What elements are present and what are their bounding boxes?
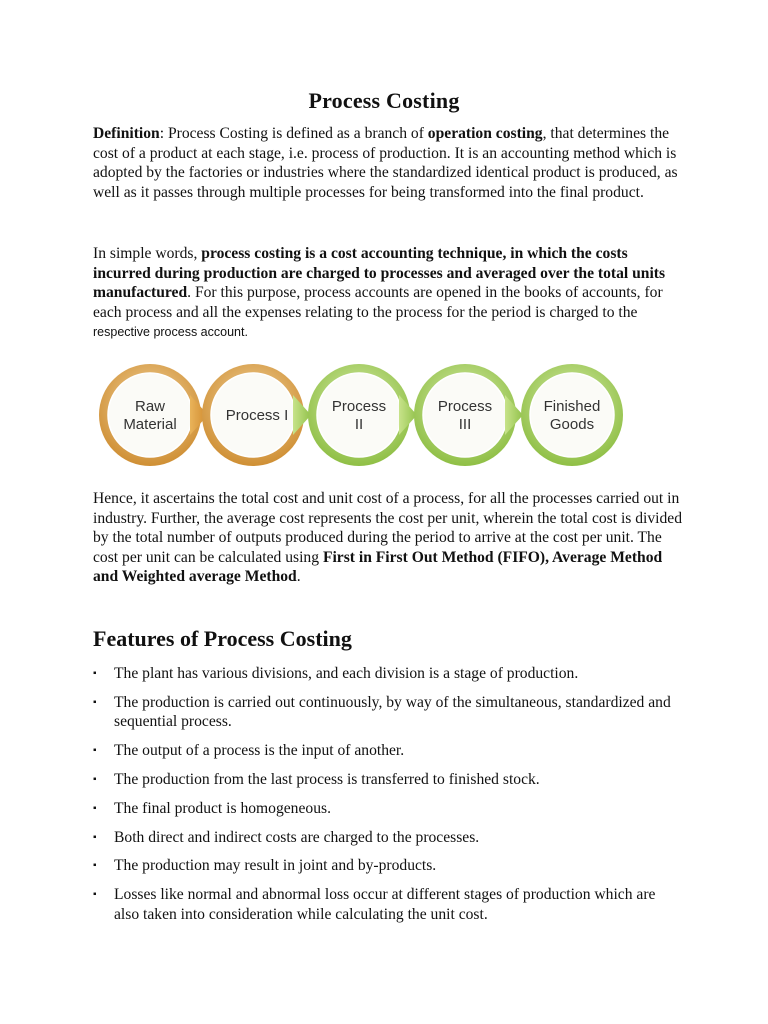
list-item-text: The final product is homogeneous. bbox=[114, 799, 331, 817]
definition-text-2: , that determines the cost of a product at each stage, i.e. process of production. It is an accounting method which is adopted by the factories or industries where the standardized identical product is produced, as well as it passes through multiple processes for being transformed into the final product. bbox=[93, 125, 678, 201]
flow-stage bbox=[308, 364, 410, 466]
bullet-icon: ▪ bbox=[93, 745, 97, 757]
list-item-text: The plant has various divisions, and each division is a stage of production. bbox=[114, 665, 579, 682]
page-title: Process Costing bbox=[308, 88, 460, 113]
stage-label-line1: Process bbox=[437, 398, 493, 415]
list-item-text: The production from the last process is transferred to finished stock. bbox=[114, 770, 540, 788]
flow-stage bbox=[99, 364, 201, 466]
simple-words-paragraph bbox=[93, 244, 683, 343]
list-item-text: The production may result in joint and by-products. bbox=[114, 857, 437, 875]
flow-stage bbox=[414, 364, 516, 466]
list-item bbox=[93, 664, 683, 684]
bullet-icon: ▪ bbox=[93, 773, 97, 785]
definition-bold-term: operation costing bbox=[427, 125, 543, 142]
stage-label-line2: Goods bbox=[549, 416, 595, 433]
definition-paragraph bbox=[93, 124, 683, 202]
stage-core bbox=[108, 373, 192, 457]
list-item-text: Losses like normal and abnormal loss occur at different stages of production which are also taken into consideration while calculating the unit cost. bbox=[114, 886, 656, 923]
stage-core bbox=[423, 373, 507, 457]
stage-core bbox=[530, 373, 614, 457]
hence-text-2: . bbox=[296, 568, 301, 586]
stage-core bbox=[317, 373, 401, 457]
list-item bbox=[93, 693, 683, 732]
simple-text-2: . For this purpose, process accounts are opened in the books of accounts, for each process and all the expenses relating to the process for the period is charged to the bbox=[93, 284, 663, 321]
definition-text-1: : Process Costing is defined as a branch of bbox=[159, 125, 428, 142]
list-item bbox=[93, 828, 683, 848]
bullet-icon: ▪ bbox=[93, 831, 97, 843]
hence-paragraph bbox=[93, 489, 683, 587]
list-item-text: The output of a process is the input of another. bbox=[114, 742, 405, 760]
bullet-icon: ▪ bbox=[93, 860, 97, 872]
definition-label: Definition bbox=[93, 125, 160, 142]
features-heading: Features of Process Costing bbox=[93, 626, 352, 651]
bullet-icon: ▪ bbox=[93, 696, 97, 708]
stage-label: Process I bbox=[225, 407, 289, 424]
list-item-text: The production is carried out continuously, by way of the simultaneous, standardized and sequential process. bbox=[114, 693, 671, 731]
hence-bold-methods: First in First Out Method (FIFO), Average Method and Weighted average Method bbox=[93, 548, 663, 586]
list-item bbox=[93, 856, 683, 876]
simple-small-text: respective process account. bbox=[93, 325, 248, 340]
stage-label-line2: Material bbox=[123, 416, 177, 433]
list-item bbox=[93, 799, 683, 819]
simple-text-1: In simple words, bbox=[93, 245, 202, 262]
list-item bbox=[93, 885, 683, 924]
bullet-icon: ▪ bbox=[93, 668, 97, 679]
simple-bold-text: process costing is a cost accounting technique, in which the costs incurred during production are charged to processes and averaged over the total units manufactured bbox=[93, 245, 666, 302]
bullet-icon: ▪ bbox=[93, 802, 97, 814]
stage-label-line2: III bbox=[458, 416, 472, 433]
process-flow-diagram bbox=[88, 360, 628, 470]
stage-label-line1: Finished bbox=[543, 398, 601, 415]
hence-text-1: Hence, it ascertains the total cost and unit cost of a process, for all the processes carried out in industry. Further, the average cost represents the cost per unit, wherein the total cost is divided by the total number of outputs produced during the period to arrive at the cost per unit. The cost per unit can be calculated using bbox=[93, 490, 683, 566]
list-item-text: Both direct and indirect costs are charged to the processes. bbox=[114, 828, 480, 846]
stage-label-line1: Raw bbox=[134, 398, 166, 415]
flow-stage bbox=[521, 364, 623, 466]
bullet-icon: ▪ bbox=[93, 889, 97, 901]
list-item bbox=[93, 741, 683, 761]
list-item bbox=[93, 770, 683, 790]
stage-label-line1: Process bbox=[331, 398, 387, 415]
stage-label-line2: II bbox=[354, 416, 364, 433]
features-list bbox=[93, 664, 683, 933]
